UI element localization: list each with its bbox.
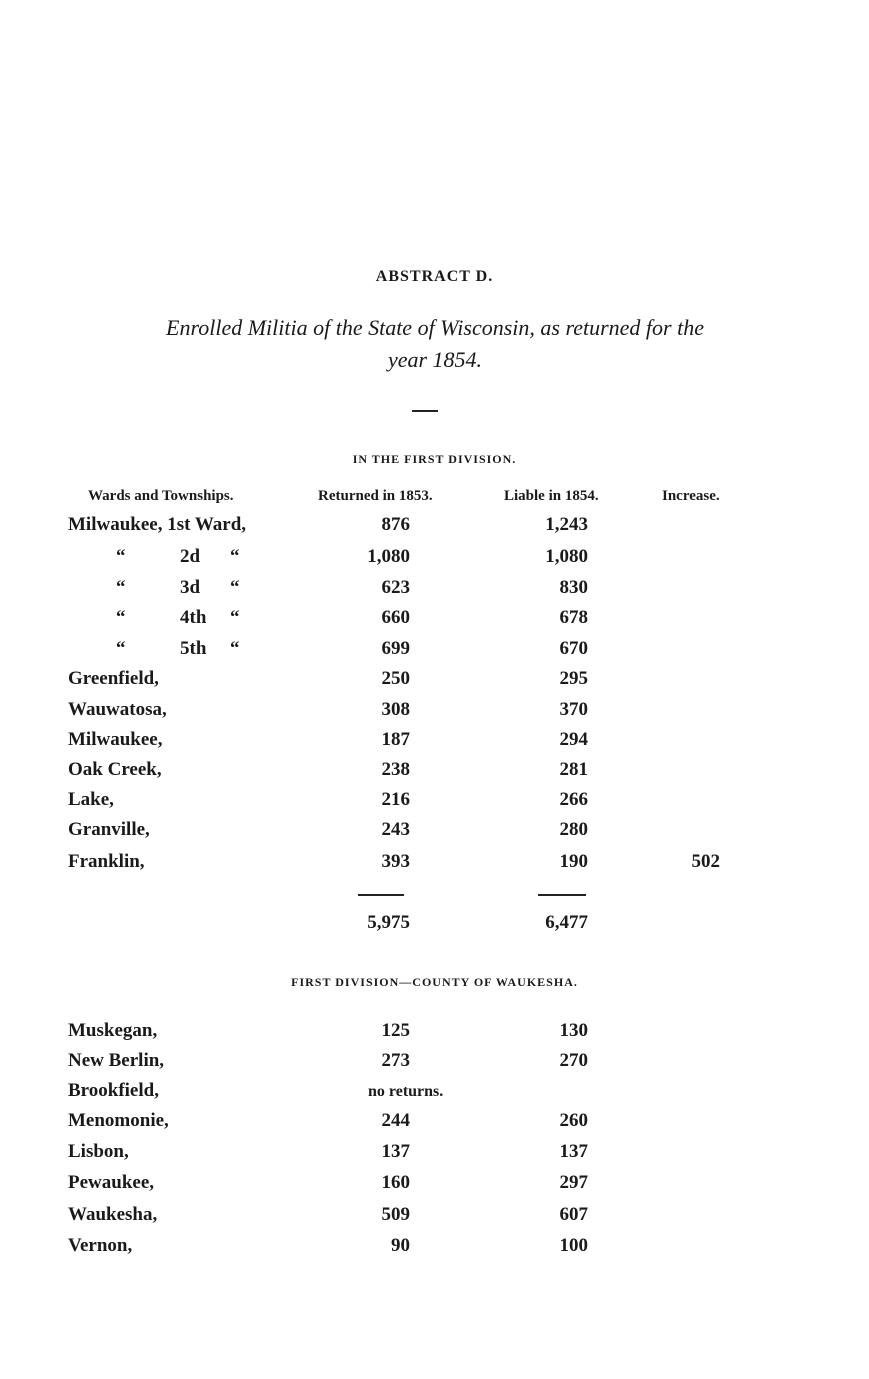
row-returned: 238 [381,759,410,780]
row-liable: 280 [559,819,588,840]
ward-ordinal: 3d [180,577,201,598]
title-divider [412,410,438,412]
table-row [0,607,869,637]
row-name: Muskegan, [68,1020,158,1041]
title-line-1: Enrolled Militia of the State of Wisconsin, as returned for the [166,315,704,340]
row-returned: 1,080 [367,546,410,567]
row-returned: 187 [381,729,410,750]
table-row [0,1141,869,1171]
row-liable: 130 [559,1020,588,1041]
row-returned: 699 [381,638,410,659]
row-liable: 1,243 [545,514,588,535]
row-liable: 297 [559,1172,588,1193]
ward-ordinal: 4th [180,607,207,628]
row-name: Waukesha, [68,1204,158,1225]
col-head-wards: Wards and Townships. [88,488,234,504]
row-name: Milwaukee, 1st Ward, [68,514,247,535]
ditto-mark: “ [230,607,240,628]
row-name: Lisbon, [68,1141,129,1162]
row-returned: 216 [381,789,410,810]
table-row [0,789,869,819]
table-row [0,1172,869,1202]
col-head-increase: Increase. [662,488,720,504]
row-name: Franklin, [68,851,145,872]
row-liable: 294 [559,729,588,750]
row-liable: 607 [559,1204,588,1225]
ditto-mark: “ [230,638,240,659]
totals-row [0,912,869,942]
table-row [0,851,869,881]
table-row [0,1080,869,1110]
row-name: Granville, [68,819,150,840]
row-name: Milwaukee, [68,729,163,750]
row-returned: 876 [381,514,410,535]
row-name: New Berlin, [68,1050,165,1071]
table-row [0,546,869,576]
ditto-mark: “ [116,577,126,598]
row-liable: 270 [559,1050,588,1071]
row-returned: 308 [381,699,410,720]
row-returned: 125 [381,1020,410,1041]
col-head-liable: Liable in 1854. [504,488,599,504]
total-rule-returned [358,894,404,896]
row-name: Lake, [68,789,114,810]
ditto-mark: “ [116,607,126,628]
row-liable: 137 [559,1141,588,1162]
ditto-mark: “ [116,638,126,659]
row-liable: 678 [559,607,588,628]
row-returned: 243 [381,819,410,840]
row-liable: 670 [559,638,588,659]
row-name: Greenfield, [68,668,159,689]
row-increase: 502 [691,851,720,872]
table-row [0,1050,869,1080]
row-liable: 100 [559,1235,588,1256]
row-returned: 244 [381,1110,410,1131]
row-name: Wauwatosa, [68,699,167,720]
row-liable: 830 [559,577,588,598]
total-rule-liable [538,894,586,896]
row-returned: 90 [391,1235,410,1256]
row-name: Menomonie, [68,1110,169,1131]
row-liable: 260 [559,1110,588,1131]
ditto-mark: “ [230,577,240,598]
table-row [0,1020,869,1050]
table-row [0,729,869,759]
row-returned: 509 [381,1204,410,1225]
table-row [0,1235,869,1265]
row-liable: 370 [559,699,588,720]
row-returned: 660 [381,607,410,628]
row-returned: 160 [381,1172,410,1193]
row-name: Brookfield, [68,1080,159,1101]
table-row [0,1204,869,1234]
table-row [0,638,869,668]
total-returned: 5,975 [367,912,410,933]
ditto-mark: “ [230,546,240,567]
row-returned: 393 [381,851,410,872]
row-returned: 137 [381,1141,410,1162]
row-liable: 266 [559,789,588,810]
table-row [0,759,869,789]
row-name: Vernon, [68,1235,133,1256]
first-division-title: IN THE FIRST DIVISION. [352,452,517,466]
row-liable: 295 [559,668,588,689]
document-title [60,312,810,376]
title-line-2: year 1854. [387,347,483,372]
abstract-heading: ABSTRACT D. [375,268,494,285]
waukesha-section-title: FIRST DIVISION—COUNTY OF WAUKESHA. [291,975,578,989]
table-row [0,668,869,698]
table-row [0,699,869,729]
row-returned: 250 [381,668,410,689]
ditto-mark: “ [116,546,126,567]
ward-ordinal: 5th [180,638,207,659]
row-name: Pewaukee, [68,1172,155,1193]
total-liable: 6,477 [545,912,588,933]
table-row [0,577,869,607]
row-liable: 1,080 [545,546,588,567]
table-row [0,819,869,849]
row-liable: 190 [559,851,588,872]
row-note: no returns. [368,1083,444,1100]
row-liable: 281 [559,759,588,780]
row-returned: 623 [381,577,410,598]
col-head-returned: Returned in 1853. [318,488,433,504]
ward-ordinal: 2d [180,546,201,567]
table-row [0,1110,869,1140]
table-row [0,514,869,544]
row-returned: 273 [381,1050,410,1071]
row-name: Oak Creek, [68,759,162,780]
